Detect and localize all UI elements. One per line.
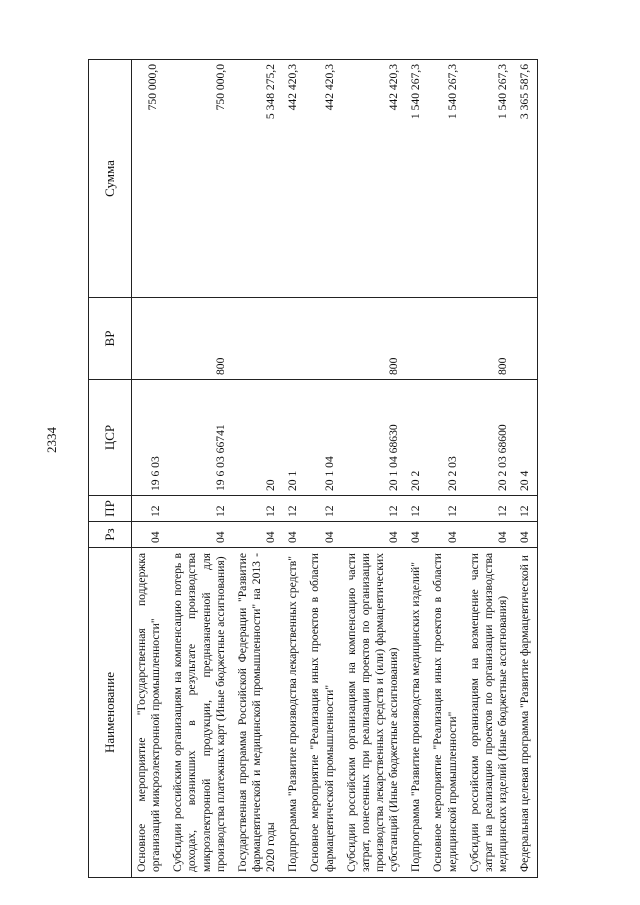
cell-name: Государственная программа Российской Федерации "Развитие фармацевтической и медицинской промышленности" на 2013 - 2020 годы [233, 548, 283, 878]
cell-name: Субсидии российским организациям на возмещение части затрат на реализацию проектов по организации производства медицинских изделий (Иные бюджетные ассигнования) [465, 548, 515, 878]
table-row [465, 60, 515, 878]
cell-sum: 750 000,0 [132, 60, 169, 298]
cell-pr: 12 [283, 496, 305, 522]
cell-name: Подпрограмма "Развитие производства медицинских изделий" [406, 548, 428, 878]
page-number: 2334 [44, 427, 59, 453]
cell-vr [305, 298, 341, 380]
table-row [233, 60, 283, 878]
cell-rz: 04 [465, 522, 515, 548]
table-row [342, 60, 407, 878]
cell-rz: 04 [406, 522, 428, 548]
header-rz: Рз [89, 522, 132, 548]
cell-sum: 442 420,3 [342, 60, 407, 298]
table-row [515, 60, 538, 878]
header-csr: ЦСР [89, 380, 132, 496]
table-row [305, 60, 341, 878]
cell-rz: 04 [515, 522, 538, 548]
cell-csr: 19 6 03 66741 [168, 380, 233, 496]
header-row [89, 60, 132, 878]
table-row [283, 60, 305, 878]
cell-sum: 5 348 275,2 [233, 60, 283, 298]
cell-rz: 04 [168, 522, 233, 548]
cell-vr [406, 298, 428, 380]
cell-csr: 20 [233, 380, 283, 496]
cell-rz: 04 [305, 522, 341, 548]
cell-sum: 750 000,0 [168, 60, 233, 298]
cell-vr [283, 298, 305, 380]
cell-csr: 20 2 03 68600 [465, 380, 515, 496]
cell-csr: 20 1 04 68630 [342, 380, 407, 496]
cell-vr [515, 298, 538, 380]
cell-sum: 3 365 587,6 [515, 60, 538, 298]
cell-csr: 20 1 04 [305, 380, 341, 496]
rotated-table-container [88, 60, 618, 878]
cell-pr: 12 [406, 496, 428, 522]
cell-vr: 800 [465, 298, 515, 380]
cell-rz: 04 [233, 522, 283, 548]
cell-name: Федеральная целевая программа "Развитие фармацевтической и [515, 548, 538, 878]
cell-rz: 04 [132, 522, 169, 548]
cell-sum: 442 420,3 [283, 60, 305, 298]
header-vr: ВР [89, 298, 132, 380]
cell-rz: 04 [283, 522, 305, 548]
cell-sum: 1 540 267,3 [465, 60, 515, 298]
cell-name: Основное мероприятие "Реализация иных проектов в области фармацевтической промышленности" [305, 548, 341, 878]
cell-sum: 442 420,3 [305, 60, 341, 298]
cell-csr: 20 2 03 [428, 380, 464, 496]
cell-pr: 12 [342, 496, 407, 522]
budget-table [88, 59, 538, 878]
cell-name: Основное мероприятие "Государственная поддержка организаций микроэлектронной промышленности" [132, 548, 169, 878]
cell-vr [132, 298, 169, 380]
cell-vr: 800 [168, 298, 233, 380]
cell-name: Субсидии российским организациям на компенсацию части затрат, понесенных при реализации проектов по организации производства лекарственных средств и (или) фармацевтических субстанций (Иные бюджетные ассигнования) [342, 548, 407, 878]
cell-csr: 20 1 [283, 380, 305, 496]
cell-pr: 12 [305, 496, 341, 522]
cell-csr: 20 2 [406, 380, 428, 496]
cell-pr: 12 [233, 496, 283, 522]
cell-vr [233, 298, 283, 380]
cell-rz: 04 [428, 522, 464, 548]
cell-csr: 19 6 03 [132, 380, 169, 496]
cell-pr: 12 [428, 496, 464, 522]
table-row [428, 60, 464, 878]
header-sum: Сумма [89, 60, 132, 298]
table-row [132, 60, 169, 878]
cell-name: Основное мероприятие "Реализация иных проектов в области медицинской промышленности" [428, 548, 464, 878]
cell-vr [428, 298, 464, 380]
header-pr: ПР [89, 496, 132, 522]
cell-sum: 1 540 267,3 [428, 60, 464, 298]
cell-name: Субсидии российским организациям на компенсацию потерь в доходах, возникших в результате производства микроэлектронной продукции, предназначенной для производства платежных карт (Иные бюджетные ассигнования) [168, 548, 233, 878]
cell-rz: 04 [342, 522, 407, 548]
cell-pr: 12 [465, 496, 515, 522]
cell-csr: 20 4 [515, 380, 538, 496]
cell-pr: 12 [168, 496, 233, 522]
header-name: Наименование [89, 548, 132, 878]
cell-vr: 800 [342, 298, 407, 380]
cell-name: Подпрограмма "Развитие производства лекарственных средств" [283, 548, 305, 878]
cell-pr: 12 [132, 496, 169, 522]
table-row [406, 60, 428, 878]
cell-sum: 1 540 267,3 [406, 60, 428, 298]
cell-pr: 12 [515, 496, 538, 522]
table-row [168, 60, 233, 878]
